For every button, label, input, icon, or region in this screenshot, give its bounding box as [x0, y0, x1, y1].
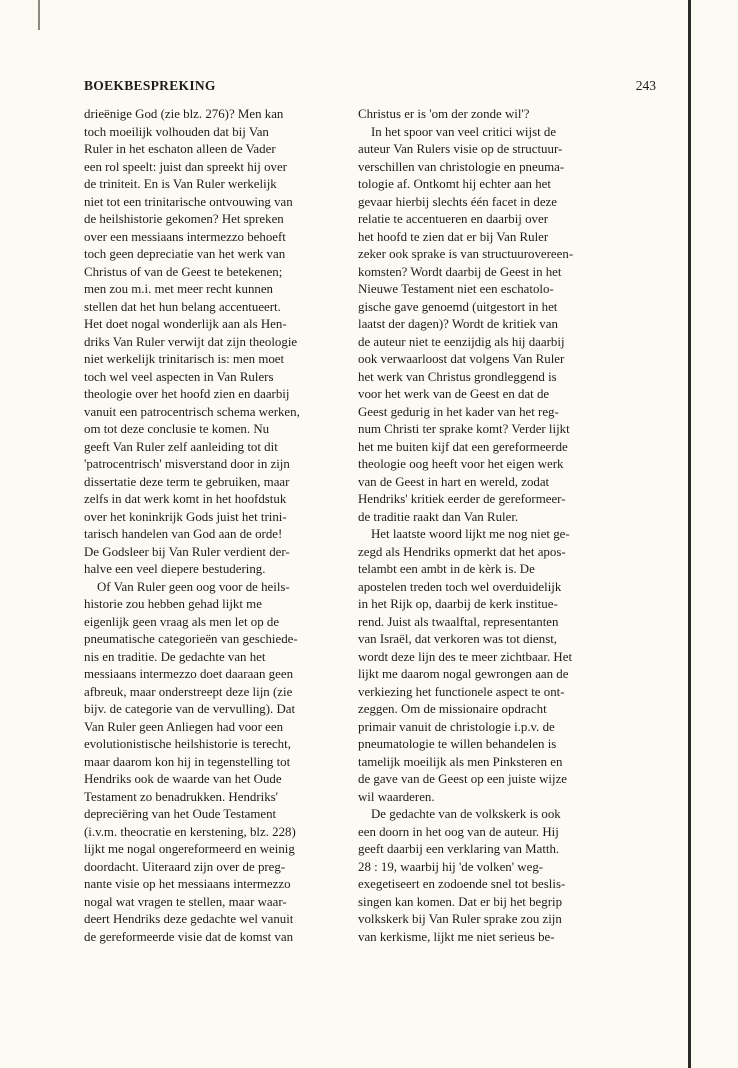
text-line: deert Hendriks deze gedachte wel vanuit [84, 912, 294, 926]
text-line: 28 : 19, waarbij hij 'de volken' weg- [358, 859, 544, 874]
page-edge-right [688, 0, 691, 1068]
text-line: de auteur niet te eenzijdig als hij daarbij [358, 334, 565, 349]
text-line: het werk van Christus grondleggend is [358, 369, 557, 384]
text-line: wil waarderen. [358, 789, 435, 804]
text-line: de gave van de Geest op een juiste wijze [358, 772, 568, 786]
text-line: num Christi ter sprake komt? Verder lijkt [358, 422, 570, 436]
text-line: Geest gedurig in het kader van het reg- [358, 404, 559, 419]
text-line: geeft Van Ruler zelf aanleiding tot dit [84, 439, 278, 454]
text-line: men zou m.i. met meer recht kunnen [84, 282, 273, 296]
text-line: bijv. de categorie van de vervulling). Dat [84, 702, 296, 716]
text-line: maar daarom kon hij in tegenstelling tot [84, 754, 291, 769]
text-line: in het Rijk op, daarbij de kerk institue- [358, 597, 558, 611]
text-line: over het koninkrijk Gods juist het trini- [84, 509, 287, 524]
text-line: lijkt me nogal ongereformeerd en weinig [84, 842, 295, 856]
text-line: volkskerk bij Van Ruler sprake zou zijn [358, 912, 562, 926]
text-line: Of Van Ruler geen oog voor de heils- [97, 579, 290, 594]
text-line: theologie over het hoofd zien en daarbij [84, 387, 290, 401]
text-line: (i.v.m. theocratie en kerstening, blz. 228) [84, 824, 296, 839]
text-line: theologie oog heeft voor het eigen werk [358, 457, 564, 471]
text-line: 'patrocentrisch' misverstand door in zijn [84, 457, 290, 471]
text-line: lijkt me daarom nogal gewrongen aan de [358, 667, 569, 681]
text-line: de traditie raakt dan Van Ruler. [358, 509, 519, 524]
text-line: de triniteit. En is Van Ruler werkelijk [84, 177, 277, 191]
text-line: geeft daarbij een verklaring van Matth. [358, 842, 560, 856]
text-line: tarisch handelen van God aan de orde! [84, 527, 283, 541]
text-line: messiaans intermezzo doet daaraan geen [84, 667, 294, 681]
text-line: historie zou hebben gehad lijkt me [84, 597, 262, 611]
text-line: Hendriks ook de waarde van het Oude [84, 772, 282, 786]
text-line: zeker ook sprake is van structuurovereen- [358, 247, 574, 261]
text-line: over een messiaans intermezzo behoeft [84, 229, 286, 244]
text-line: tologie af. Ontkomt hij echter aan het [358, 177, 551, 191]
text-line: driks Van Ruler verwijt dat zijn theologie [84, 334, 298, 349]
right-text-column [358, 106, 652, 946]
running-header [84, 78, 656, 94]
text-line: rend. Juist als twaalftal, representanten [358, 614, 559, 629]
text-line: auteur Van Rulers visie op de structuur- [358, 142, 563, 156]
text-line: ook verwaarloost dat volgens Van Ruler [358, 352, 565, 366]
text-line: laatst der dagen)? Wordt de kritiek van [358, 317, 558, 331]
text-line: verkiezing het functionele aspect te ont- [358, 684, 565, 699]
text-line: voor het werk van de Geest en dat de [358, 387, 550, 401]
text-line: de gereformeerde visie dat de komst van [84, 929, 294, 944]
text-line: doordacht. Uiteraard zijn over de preg- [84, 859, 286, 874]
text-line: singen kan komen. Dat er bij het begrip [358, 894, 563, 909]
text-line: een rol speelt: juist dan spreekt hij over [84, 159, 287, 174]
text-line: halve een veel diepere bestudering. [84, 562, 266, 576]
text-line: van Israël, dat verkoren was tot dienst, [358, 632, 558, 646]
text-line: toch moeilijk volhouden dat bij Van [84, 124, 269, 139]
text-line: stellen dat het hun belang accentueert. [84, 299, 281, 314]
text-line: Nieuwe Testament niet een eschatolo- [358, 282, 554, 296]
text-line: dissertatie deze term te gebruiken, maar [84, 474, 290, 489]
text-line: komsten? Wordt daarbij de Geest in het [358, 264, 562, 279]
text-line: zegd als Hendriks opmerkt dat het apos- [358, 544, 566, 559]
text-line: wordt deze lijn des te meer zichtbaar. Het [358, 649, 573, 664]
text-line: relatie te accentueren en daarbij over [358, 212, 549, 226]
text-line: Het laatste woord lijkt me nog niet ge- [371, 527, 570, 541]
text-line: nogal wat vragen te stellen, maar waar- [84, 894, 287, 909]
text-line: verschillen van christologie en pneuma- [358, 159, 565, 174]
text-line: toch wel veel aspecten in Van Rulers [84, 369, 274, 384]
text-line: nante visie op het messiaans intermezzo [84, 877, 291, 891]
text-line: zelfs in dat werk komt in het hoofdstuk [84, 492, 287, 506]
text-line: de heilshistorie gekomen? Het spreken [84, 212, 284, 226]
text-line: De gedachte van de volkskerk is ook [371, 807, 561, 821]
text-line: zeggen. Om de missionaire opdracht [358, 702, 547, 716]
text-line: depreciëring van het Oude Testament [84, 807, 277, 821]
text-line: Het doet nogal wonderlijk aan als Hen- [84, 317, 287, 331]
text-line: pneumatische categorieën van geschiede- [84, 632, 298, 646]
text-line: het me buiten kijf dat een gereformeerde [358, 439, 568, 454]
text-line: om tot deze conclusie te komen. Nu [84, 422, 270, 436]
text-line: drieënige God (zie blz. 276)? Men kan [84, 107, 284, 121]
text-line: primair vanuit de christologie i.p.v. de [358, 719, 555, 734]
text-line: In het spoor van veel critici wijst de [371, 124, 557, 139]
text-line: niet tot een trinitarische ontvouwing van [84, 194, 293, 209]
text-line: van de Geest in hart en wereld, zodat [358, 474, 550, 489]
text-line: gische gave genoemd (uitgestort in het [358, 299, 558, 314]
text-line: Ruler in het eschaton alleen de Vader [84, 142, 276, 156]
text-line: pneumatologie te willen behandelen is [358, 737, 557, 751]
text-line: eigenlijk geen vraag als men let op de [84, 614, 280, 629]
text-line: evolutionistische heilshistorie is terecht, [84, 737, 291, 751]
text-line: afbreuk, maar onderstreept deze lijn (zie [84, 684, 293, 699]
text-line: toch geen depreciatie van het werk van [84, 247, 286, 261]
section-title: BOEKBESPREKING [84, 78, 216, 93]
text-line: tamelijk moeilijk als men Pinksteren en [358, 754, 563, 769]
text-line: De Godsleer bij Van Ruler verdient der- [84, 544, 290, 559]
text-line: nis en traditie. De gedachte van het [84, 649, 266, 664]
page-edge-left [38, 0, 40, 30]
text-line: Testament zo benadrukken. Hendriks' [84, 789, 279, 804]
text-line: Van Ruler geen Anliegen had voor een [84, 719, 284, 734]
text-line: het hoofd te zien dat er bij Van Ruler [358, 229, 549, 244]
text-line: apostelen treden toch wel overduidelijk [358, 579, 562, 594]
left-text-column [84, 106, 343, 946]
page-number: 243 [635, 78, 656, 93]
text-line: vanuit een patrocentrisch schema werken, [84, 404, 300, 419]
text-line: Christus er is 'om der zonde wil'? [358, 107, 530, 121]
text-line: gevaar hierbij slechts één facet in deze [358, 194, 557, 209]
text-line: exegetiseert en zodoende snel tot beslis- [358, 877, 566, 891]
text-line: van kerkisme, lijkt me niet serieus be- [358, 929, 555, 944]
text-line: Hendriks' kritiek eerder de gereformeer- [358, 492, 566, 506]
text-line: Christus of van de Geest te betekenen; [84, 264, 283, 279]
text-line: niet werkelijk trinitarisch is: men moet [84, 352, 285, 366]
text-line: telambt een ambt in de kèrk is. De [358, 562, 535, 576]
text-line: een doorn in het oog van de auteur. Hij [358, 824, 559, 839]
